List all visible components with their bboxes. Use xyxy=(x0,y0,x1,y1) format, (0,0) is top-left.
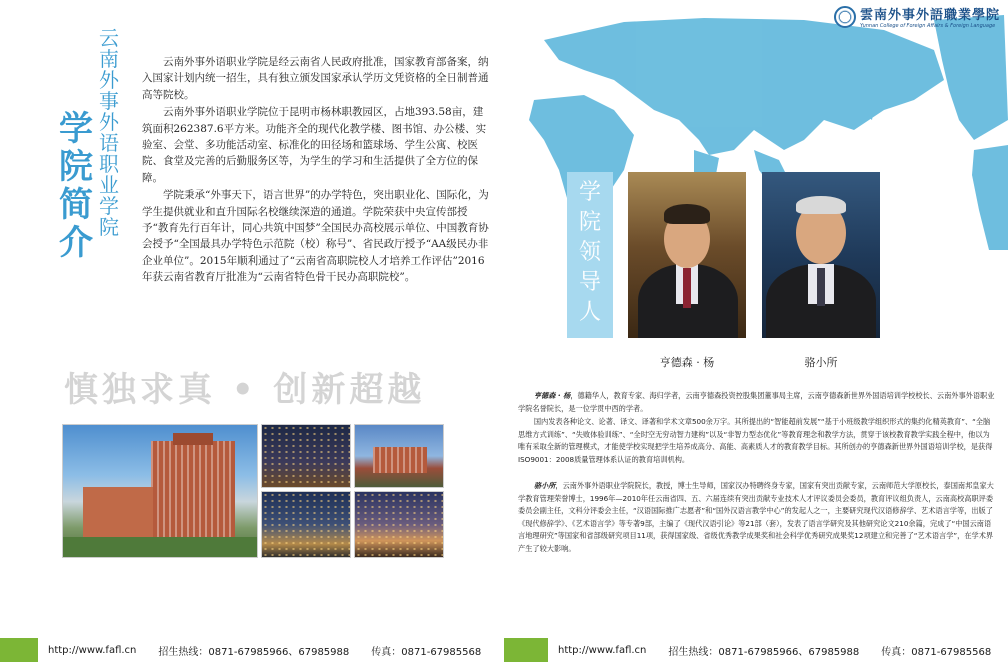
bio-luo-xiaosuo xyxy=(518,480,996,557)
vertical-title-char: 学 xyxy=(578,180,601,205)
section-title-leaders xyxy=(567,172,613,338)
vertical-title-char: 院 xyxy=(59,147,93,187)
leader-caption: 亨德森 · 杨 xyxy=(659,356,715,369)
college-name-vertical xyxy=(96,28,122,238)
bio-paragraph xyxy=(518,390,996,415)
college-logo xyxy=(834,4,1000,29)
intro-paragraph: 学院秉承“外事天下，语言世界”的办学特色，突出职业化、国际化，为学生提供就业和直升国际名校继续深造的通道。学院荣获中央宣传部授予“教育先行百年计，同心共筑中国梦”全国民办高校展示单位、中国教育协会授予“全国最具办学特色示范院（校）称号”、省民政厅授予“AA级民办非企业单位”。2015年顺利通过了“云南省高职院校人才培养工作评估”2016年获云南省教育厅批准为“云南省特色骨干民办高职院校”。 xyxy=(142,189,489,284)
vertical-title-char: 外 xyxy=(99,68,119,92)
vertical-title-char: 院 xyxy=(578,210,601,235)
section-title-intro xyxy=(56,110,96,262)
bio-henderson-yang xyxy=(518,390,996,468)
campus-photo-day xyxy=(354,424,444,488)
vertical-title-char: 南 xyxy=(99,47,119,71)
right-page xyxy=(504,0,1008,662)
vertical-title-char: 导 xyxy=(578,270,601,295)
footer-left xyxy=(38,638,504,662)
vertical-title-char: 领 xyxy=(578,240,601,265)
campus-photo-night-2 xyxy=(261,491,351,558)
vertical-title-char: 简 xyxy=(59,185,93,225)
campus-photo-main xyxy=(62,424,258,558)
bio-paragraph: 国内发表各种论文、论著、译文、译著和学术文章500余万字。其所提出的“智能超前发展”“基于小班级教学组织形式的集约化精英教育”、“全脑思维方式训练”、“失败体验训练”、“全时空无穷动智力建构”以及“非智力型态优化”等教育理念和教学方法，贯穿于该校教育教学实践全程中，他以为唯有采取全新的管理模式，才能使学校实现把学生培养成高分、高能、高素质人才的教育教学目标。其所创办的亨德森新世界外国语培训学校，是获得ISO9001：2008质量管理体系认证的教育培训机构。 xyxy=(518,417,993,464)
bio-name: 骆小所 xyxy=(533,481,556,490)
motto-slogan: 慎独求真 • 创新超越 xyxy=(64,370,426,410)
vertical-title-char: 事 xyxy=(99,89,119,113)
vertical-title-char: 人 xyxy=(578,300,601,325)
bio-text: ，云南外事外语职业学院院长，教授，博士生导师，国家汉办特聘终身专家，国家有突出贡献专家，云南师范大学原校长，泰国南邦皇家大学教育管理荣誉博士，1996年—2010年任云南省四、五、六届连续有突出贡献专业技术人才评议委员会委员，教育评议组负责人，云南高校高职评委委员会副主任，文科分评委会主任，“汉语国际推广志愿者”和“国外汉语言教学中心”的发起人之一，主要研究现代汉语修辞学、艺术语言学等，出版了《现代修辞学》、《艺术语言学》等专著9部，主编了《现代汉语引论》等21部（套），发表了语言学研究及其他研究论文210余篇，完成了“中国云南语言地理研究”等国家和省部级研究项目11项，获得国家级、省级优秀教学成果奖和社会科学优秀研究成果奖12项建立和完善了“艺术语言学”，在学术界产生了较大影响。 xyxy=(518,481,994,553)
portrait-henderson-yang xyxy=(628,172,746,338)
campus-photo-night-3 xyxy=(354,491,444,558)
campus-photo-night-1 xyxy=(261,424,351,488)
intro-text xyxy=(142,54,492,287)
logo-chinese-name: 雲南外事外語職業學院 xyxy=(859,8,1000,23)
bio-name: 亨德森 · 杨 xyxy=(533,391,571,400)
intro-paragraph: 云南外事外语职业学院位于昆明市杨林职教园区，占地393.58亩，建筑面积262387.6平方米。功能齐全的现代化教学楼、图书馆、办公楼、实验室、会堂、多功能活动室、标准化的田径场和篮球场、学生公寓、校医院、食堂及完善的后勤服务区等，为学生的学习和生活提供了全方位的保障。 xyxy=(142,106,487,184)
vertical-title-char: 外 xyxy=(99,110,119,134)
footer-fax: 传真：0871-67985568 xyxy=(371,646,482,658)
portrait-luo-xiaosuo xyxy=(762,172,880,338)
vertical-title-char: 学 xyxy=(99,194,119,218)
vertical-title-char: 院 xyxy=(99,215,119,239)
college-seal-icon xyxy=(834,6,856,28)
leader-caption: 骆小所 xyxy=(804,356,838,369)
footer-hotline: 招生热线：0871-67985966、67985988 xyxy=(158,646,350,658)
vertical-title-char: 语 xyxy=(99,131,119,155)
footer-hotline: 招生热线：0871-67985966、67985988 xyxy=(668,646,860,658)
logo-english-name: Yunnan College of Foreign Affairs & Foreign Language xyxy=(859,23,996,29)
bio-paragraph xyxy=(518,480,996,556)
vertical-title-char: 云 xyxy=(99,26,119,50)
vertical-title-char: 介 xyxy=(59,223,93,263)
footer-fax: 传真：0871-67985568 xyxy=(881,646,992,658)
intro-paragraph: 云南外事外语职业学院是经云南省人民政府批准，国家教育部备案，纳入国家计划内统一招生，具有独立颁发国家承认学历文凭资格的全日制普通高等院校。 xyxy=(142,56,489,101)
vertical-title-char: 业 xyxy=(99,173,119,197)
footer-url[interactable]: http://www.fafl.cn xyxy=(48,644,137,656)
vertical-title-char: 职 xyxy=(99,152,119,176)
footer-right xyxy=(548,638,1008,662)
vertical-title-char: 学 xyxy=(59,109,93,149)
footer-url[interactable]: http://www.fafl.cn xyxy=(558,644,647,656)
bio-text: ，德籍华人，教育专家、海归学者，云南亨德森投资控股集团董事局主席，云南亨德森新世界外国语培训学校校长、云南外事外语职业学院名誉院长，是一位学贯中西的学者。 xyxy=(518,391,995,413)
